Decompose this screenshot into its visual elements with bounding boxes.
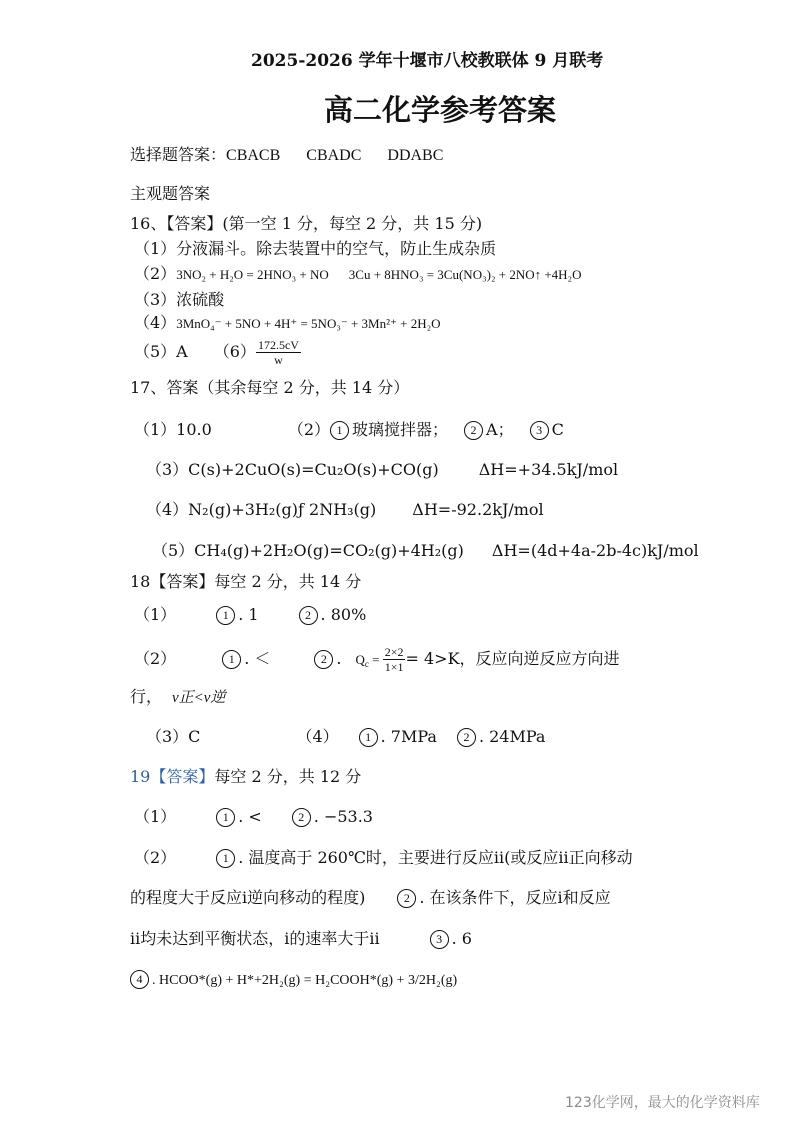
q19-line3-a: ii均未达到平衡状态，i的速率大于ii: [130, 929, 380, 948]
q16-part3: （3）浓硫酸: [134, 290, 225, 309]
q17-part3: [146, 459, 618, 481]
q19-part1-b: . −53.3: [313, 807, 373, 826]
q18-row2-cont: [130, 686, 225, 709]
q19-heading: [130, 766, 361, 788]
q17-heading: 17、答案（其余每空 2 分，共 14 分）: [130, 378, 410, 397]
circle-1: 1: [216, 606, 235, 625]
circle-2: 2: [314, 650, 333, 669]
q19-row1: [134, 806, 373, 828]
circle-4: 4: [130, 970, 149, 989]
q16-eq3: 3MnO₄⁻ + 5NO + 4H⁺ = 5NO₃⁻ + 3Mn²⁺ + 2H₂O: [176, 316, 441, 331]
circle-2: 2: [292, 808, 311, 827]
q17-part3-dh: ΔH=+34.5kJ/mol: [478, 460, 619, 479]
q19-row2: [134, 847, 633, 869]
q18-part1-a: . 1: [238, 605, 259, 624]
subjective-title: 主观题答案: [130, 184, 211, 203]
q16-part1: （1）分液漏斗。除去装置中的空气，防止生成杂质: [134, 239, 497, 258]
q18-part2: （2）: [134, 649, 177, 668]
footer-watermark: 123化学网，最大的化学资料库: [565, 1095, 760, 1111]
q18-row3: [146, 726, 545, 748]
q18-part4: （4）: [296, 727, 339, 746]
q16-eq2: 3Cu + 8HNO₃ = 3Cu(NO₃)₂ + 2NO↑ +4H₂O: [348, 267, 582, 282]
q17-part5: [152, 540, 699, 562]
q18-part4-b: . 24MPa: [478, 727, 546, 746]
choice-group-3: DDABC: [387, 147, 444, 164]
q18-part2-b-pre: .: [336, 649, 342, 668]
q16-fraction: [256, 338, 301, 367]
qc-sub: c: [364, 659, 369, 669]
q16-eq1: 3NO₂ + H₂O = 2HNO₃ + NO: [176, 267, 329, 282]
circle-2: 2: [457, 728, 476, 747]
qc-den: 1×1: [384, 660, 404, 674]
q16-part2-label: （2）: [134, 264, 177, 283]
circle-1: 1: [330, 421, 349, 440]
circle-1: 1: [222, 650, 241, 669]
qc-symbol: $Q_c$ =: [355, 652, 383, 669]
circle-3: 3: [430, 930, 449, 949]
q19-part1-a: . <: [238, 807, 262, 826]
q16-part4: [134, 312, 441, 335]
q19-part2-a: . 温度高于 260℃时，主要进行反应ii(或反应ii正向移动: [238, 848, 633, 867]
q19-row5: [130, 968, 457, 992]
circle-1: 1: [216, 808, 235, 827]
q16-part2: [134, 263, 581, 286]
q18-part2-a: . ＜: [244, 649, 271, 668]
q17-part2-label: （2）: [287, 420, 330, 439]
q16-part5: （5）A: [134, 342, 188, 361]
q16-heading: 16、【答案】(第一空 1 分，每空 2 分，共 15 分): [130, 214, 483, 233]
circle-3: 3: [530, 421, 549, 440]
q17-part2-c: C: [551, 420, 564, 439]
circle-2: 2: [397, 889, 416, 908]
q17-part4-eq: （4）N₂(g)+3H₂(g)ƒ 2NH₃(g): [146, 500, 377, 519]
q16-part6-label: （6）: [213, 342, 256, 361]
page-title: 高二化学参考答案: [324, 93, 557, 127]
q18-part3: （3）C: [146, 727, 201, 746]
q18-part2-tail: = 4>K，反应向逆反应方向进: [405, 649, 620, 668]
q18-row1: [134, 604, 366, 626]
q16-frac-num: 172.5cV: [257, 338, 299, 352]
q17-part4-dh: ΔH=-92.2kJ/mol: [412, 500, 544, 519]
circle-1: 1: [359, 728, 378, 747]
q18-part1: （1）: [134, 605, 177, 624]
q18-velocity: v正<v逆: [172, 690, 226, 706]
choice-group-1: CBACB: [226, 147, 281, 164]
q18-heading: 18【答案】每空 2 分，共 14 分: [130, 572, 362, 591]
circle-1: 1: [216, 849, 235, 868]
q17-part5-eq: （5）CH₄(g)+2H₂O(g)=CO₂(g)+4H₂(g): [152, 541, 464, 560]
q17-part2-a: 玻璃搅拌器；: [352, 420, 449, 439]
q19-row4: [130, 928, 472, 950]
qc-num: 2×2: [384, 645, 404, 659]
q19-part4-eq: . HCOO*(g) + H*+2H₂(g) = H₂COOH*(g) + 3/2H₂(g): [152, 973, 458, 988]
q19-row3: [130, 887, 611, 909]
q19-answer-tag: 【答案】: [150, 767, 215, 786]
q17-part2-b: A；: [486, 420, 514, 439]
qc-fraction: [383, 645, 406, 674]
q18-row2: [134, 641, 620, 682]
q19-part1: （1）: [134, 807, 177, 826]
qc-letter: Q: [355, 652, 365, 667]
q19-line2-a: 的程度大于反应i逆向移动的程度): [130, 888, 366, 907]
q17-part3-eq: （3）C(s)+2CuO(s)=Cu₂O(s)+CO(g): [146, 460, 439, 479]
circle-2: 2: [299, 606, 318, 625]
exam-line: 2025-2026 学年十堰市八校教联体 9 月联考: [251, 51, 604, 71]
q17-row1: [134, 419, 564, 441]
q19-number: 19: [130, 767, 151, 786]
q16-frac-den: w: [274, 353, 283, 367]
q19-line2-b: . 在该条件下，反应i和反应: [419, 888, 611, 907]
circle-2: 2: [464, 421, 483, 440]
q17-part5-dh: ΔH=(4d+4a-2b-4c)kJ/mol: [491, 541, 699, 560]
choice-answers: [130, 144, 443, 167]
q19-line3-b: . 6: [451, 929, 472, 948]
choice-label: 选择题答案：: [130, 145, 227, 164]
q17-part1: （1）10.0: [134, 420, 212, 439]
q17-part4: [146, 499, 544, 521]
q16-part4-label: （4）: [134, 313, 177, 332]
q18-part1-b: . 80%: [320, 605, 367, 624]
choice-group-2: CBADC: [306, 147, 362, 164]
q16-part5-6: [134, 334, 301, 370]
q18-part4-a: . 7MPa: [380, 727, 437, 746]
q19-part2: （2）: [134, 848, 177, 867]
q19-heading-rest: 每空 2 分，共 12 分: [214, 767, 362, 786]
q18-part2-cont: 行，: [130, 687, 163, 706]
